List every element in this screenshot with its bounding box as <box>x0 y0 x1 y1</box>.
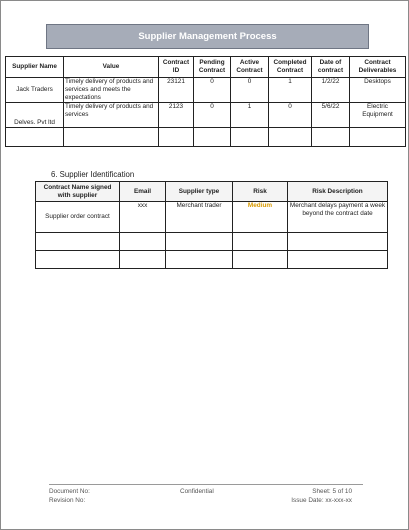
footer-classification: Confidential <box>180 488 214 495</box>
column-header: Active Contract <box>231 57 269 78</box>
footer-divider <box>49 484 363 485</box>
footer-right <box>284 487 352 505</box>
completed-contract-cell: 0 <box>269 103 312 128</box>
supplier-name-cell: Delves. Pvt ltd <box>6 103 64 128</box>
column-header: Contract Deliverables <box>350 57 406 78</box>
empty-cell <box>233 251 288 269</box>
contract-id-cell: 23121 <box>159 78 194 103</box>
pending-contract-cell: 0 <box>194 103 231 128</box>
issue-date: Issue Date: xx-xxx-xx <box>291 497 352 504</box>
sheet-number: Sheet: 5 of 10 <box>312 488 352 495</box>
empty-cell <box>120 251 166 269</box>
supplier-table <box>5 56 406 147</box>
column-header: Contract Name signed with supplier <box>36 182 120 202</box>
empty-row <box>36 251 388 269</box>
column-header: Date of contract <box>312 57 350 78</box>
column-header: Pending Contract <box>194 57 231 78</box>
section-heading: 6. Supplier Identification <box>51 170 135 179</box>
empty-cell <box>350 128 406 147</box>
empty-cell <box>288 251 388 269</box>
email-cell: xxx <box>120 202 166 233</box>
contract-id-cell: 2123 <box>159 103 194 128</box>
empty-row <box>6 128 406 147</box>
table-row <box>6 103 406 128</box>
empty-cell <box>159 128 194 147</box>
column-header: Completed Contract <box>269 57 312 78</box>
column-header: Risk <box>233 182 288 202</box>
revision-number-label: Revision No: <box>49 497 86 504</box>
empty-cell <box>36 251 120 269</box>
empty-cell <box>288 233 388 251</box>
value-cell: Timely delivery of products and services and meets the expectations <box>64 78 159 103</box>
risk-description-cell: Merchant delays payment a week beyond the contract date <box>288 202 388 233</box>
column-header: Contract ID <box>159 57 194 78</box>
table-row <box>6 78 406 103</box>
empty-cell <box>231 128 269 147</box>
page-title: Supplier Management Process <box>138 31 277 42</box>
empty-cell <box>64 128 159 147</box>
empty-cell <box>120 233 166 251</box>
deliverables-cell: Desktops <box>350 78 406 103</box>
column-header: Supplier Name <box>6 57 64 78</box>
active-contract-cell: 1 <box>231 103 269 128</box>
active-contract-cell: 0 <box>231 78 269 103</box>
risk-cell <box>233 202 288 233</box>
column-header: Supplier type <box>166 182 233 202</box>
pending-contract-cell: 0 <box>194 78 231 103</box>
date-cell: 1/2/22 <box>312 78 350 103</box>
risk-level-badge: Medium <box>247 202 273 209</box>
empty-cell <box>166 251 233 269</box>
empty-cell <box>6 128 64 147</box>
empty-cell <box>36 233 120 251</box>
table-header-row <box>6 57 406 78</box>
table-row <box>36 202 388 233</box>
title-banner <box>46 24 369 49</box>
footer-left <box>49 487 90 505</box>
empty-cell <box>233 233 288 251</box>
table-header-row <box>36 182 388 202</box>
column-header: Value <box>64 57 159 78</box>
empty-cell <box>269 128 312 147</box>
empty-cell <box>312 128 350 147</box>
empty-cell <box>194 128 231 147</box>
supplier-type-cell: Merchant trader <box>166 202 233 233</box>
column-header: Risk Description <box>288 182 388 202</box>
contract-name-cell: Supplier order contract <box>36 202 120 233</box>
empty-row <box>36 233 388 251</box>
empty-cell <box>166 233 233 251</box>
completed-contract-cell: 1 <box>269 78 312 103</box>
supplier-identification-table <box>35 181 388 269</box>
date-cell: 5/6/22 <box>312 103 350 128</box>
supplier-name-cell: Jack Traders <box>6 78 64 103</box>
document-number-label: Document No: <box>49 488 90 495</box>
value-cell: Timely delivery of products and services <box>64 103 159 128</box>
deliverables-cell: Electric Equipment <box>350 103 406 128</box>
column-header: Email <box>120 182 166 202</box>
